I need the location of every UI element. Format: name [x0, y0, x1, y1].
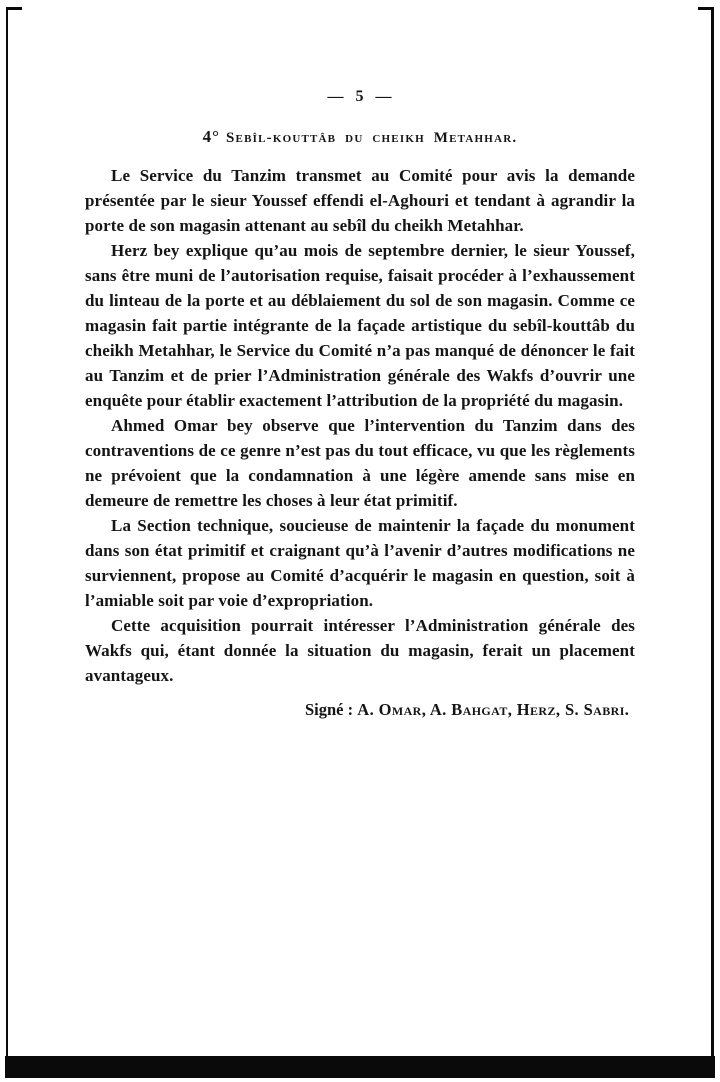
section-heading-numeral: 4° — [202, 127, 220, 146]
body-paragraph-1: Le Service du Tanzim transmet au Comité pour avis la demande présentée par le sieur Youssef effendi el-Aghouri et tendant à agrandir la porte de son magasin attenant au sebîl du cheikh Metahhar. — [85, 166, 635, 235]
scan-border-left — [6, 8, 8, 1060]
body-paragraph-5: Cette acquisition pourrait intéresser l’Administration générale des Wakfs qui, étant donnée la situation du magasin, ferait un placement avantageux. — [85, 616, 635, 685]
document-body — [85, 163, 635, 688]
signature-names: A. Omar, A. Bahgat, Herz, S. Sabri. — [357, 700, 630, 719]
scan-corner-tick-right — [698, 7, 714, 10]
body-paragraph-4: La Section technique, soucieuse de maintenir la façade du monument dans son état primitif et craignant qu’à l’avenir d’autres modifications ne surviennent, propose au Comité d’acquérir le magasin en question, soit à l’amiable soit par voie d’expropriation. — [85, 516, 635, 610]
section-heading-title: Sebîl-kouttâb du cheikh Metahhar. — [225, 130, 518, 146]
page-number: — 5 — — [327, 88, 393, 105]
signature-line — [85, 700, 635, 720]
scan-corner-tick-left — [6, 7, 22, 10]
signature-prefix: Signé : — [305, 700, 358, 719]
scan-border-bottom-bar — [5, 1056, 715, 1078]
section-heading — [85, 127, 635, 147]
body-paragraph-2: Herz bey explique qu’au mois de septembre dernier, le sieur Youssef, sans être muni de l’autorisation requise, faisait procéder à l’exhaussement du linteau de la porte et au déblaiement du sol de son magasin. Comme ce magasin fait partie intégrante de la façade artistique du sebîl-kouttâb du cheikh Metahhar, le Service du Comité n’a pas manqué de dénoncer le fait au Tanzim et de prier l’Administration générale des Wakfs d’ouvrir une enquête pour établir exactement l’attribution de la propriété du magasin. — [85, 241, 635, 410]
page — [85, 88, 635, 720]
body-paragraph-3: Ahmed Omar bey observe que l’intervention du Tanzim dans des contraventions de ce genre n’est pas du tout efficace, vu que les règlements ne prévoient que la condamnation à une légère amende sans mise en demeure de remettre les choses à leur état primitif. — [85, 416, 635, 510]
scan-border-right — [711, 8, 714, 1058]
